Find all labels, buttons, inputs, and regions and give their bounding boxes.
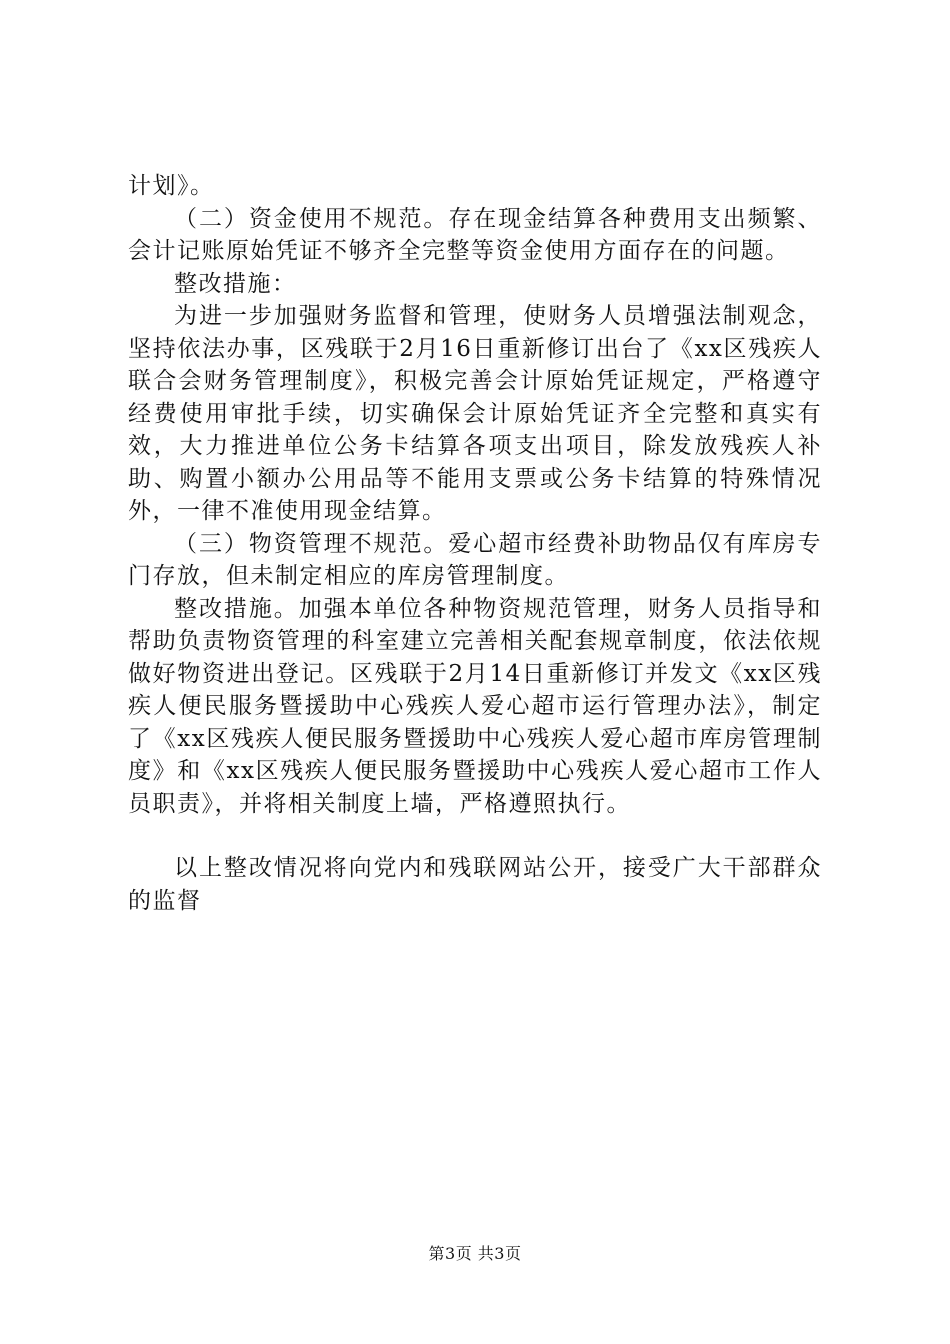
paragraph-rectification-heading: 整改措施： bbox=[174, 270, 297, 297]
paragraph-materials-issue: （三）物资管理不规范。爱心超市经费补助物品仅有库房专门存放，但未制定相应的库房管理制度。 bbox=[128, 530, 822, 589]
paragraph-continuation: 计划》。 bbox=[128, 173, 215, 199]
paragraph-funds-measures: 为进一步加强财务监督和管理，使财务人员增强法制观念，坚持依法办事，区残联于2月16日重新修订出台了《xx区残疾人联合会财务管理制度》，积极完善会计原始凭证规定，严格遵守经费使用审批手续，切实确保会计原始凭证齐全完整和真实有效，大力推进单位公务卡结算各项支出项目，除发放残疾人补助、购置小额办公用品等不能用支票或公务卡结算的特殊情况外，一律不准使用现金结算。 bbox=[128, 303, 822, 524]
paragraph-conclusion: 以上整改情况将向党内和残联网站公开，接受广大干部群众的监督 bbox=[128, 855, 822, 914]
page-number-footer: 第3页 共3页 bbox=[428, 1244, 522, 1263]
paragraph-materials-measures: 整改措施。加强本单位各种物资规范管理，财务人员指导和帮助负责物资管理的科室建立完善相关配套规章制度，依法依规做好物资进出登记。区残联于2月14日重新修订并发文《xx区残疾人便民服务暨援助中心残疾人爱心超市运行管理办法》，制定了《xx区残疾人便民服务暨援助中心残疾人爱心超市库房管理制度》和《xx区残疾人便民服务暨援助中心残疾人爱心超市工作人员职责》，并将相关制度上墙，严格遵照执行。 bbox=[128, 595, 822, 817]
document-body bbox=[128, 170, 822, 917]
paragraph-funds-issue: （二）资金使用不规范。存在现金结算各种费用支出频繁、会计记账原始凭证不够齐全完整等资金使用方面存在的问题。 bbox=[128, 205, 822, 264]
